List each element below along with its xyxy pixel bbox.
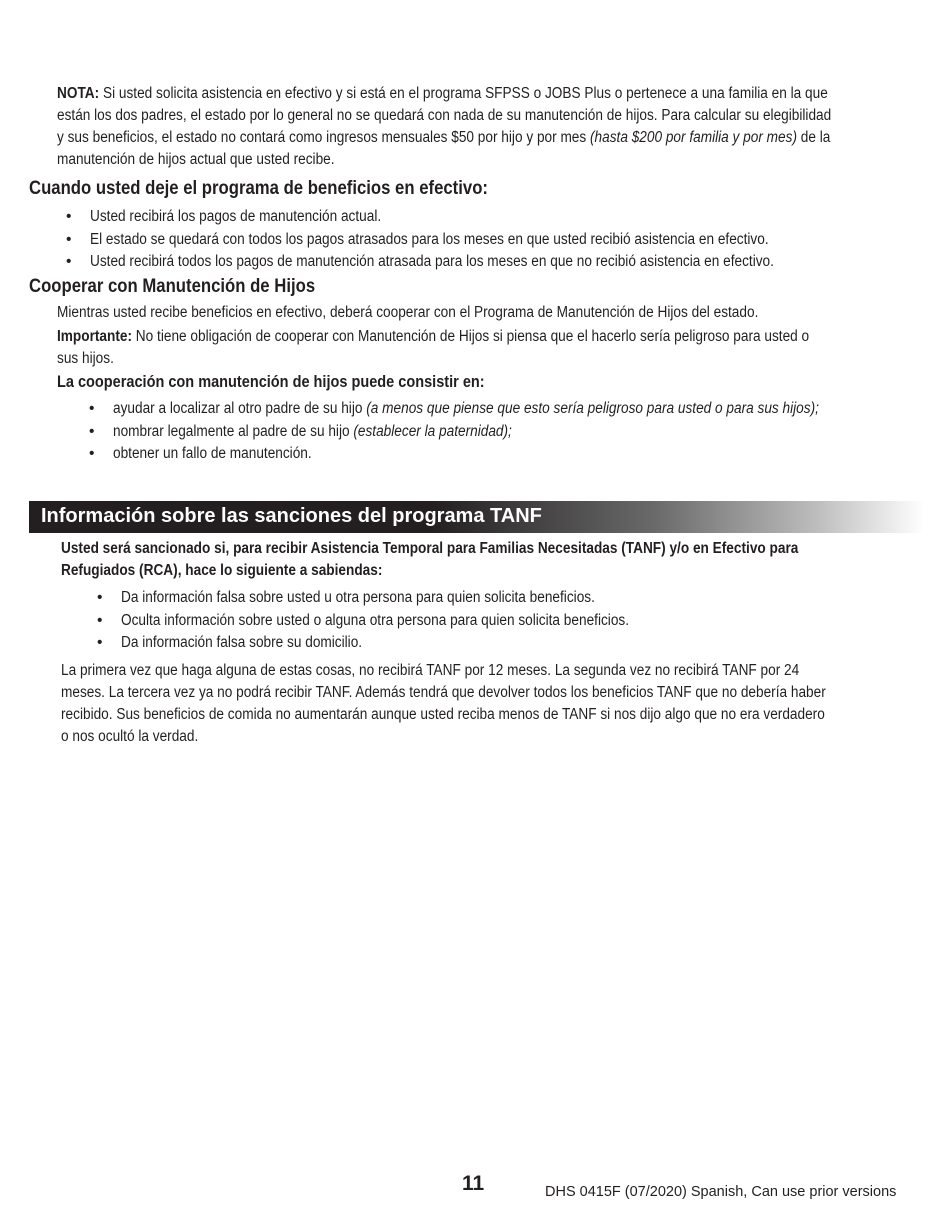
sanctions-list <box>97 587 698 655</box>
important-paragraph <box>57 326 912 370</box>
nota-line-4: manutención de hijos actual que usted recibe. <box>57 151 335 168</box>
cooperation-list <box>89 398 915 466</box>
list-item: • Usted recibirá todos los pagos de manutención atrasada para los meses en que no recibió asistencia en efectivo. <box>66 253 774 270</box>
important-line-1: Importante: No tiene obligación de cooperar con Manutención de Hijos si piensa que el hacerlo sería peligroso para usted o <box>57 328 810 345</box>
list-item: • Da información falsa sobre usted u otra persona para quien solicita beneficios. <box>97 589 595 606</box>
nota-line-2: están los dos padres, el estado por lo general no se quedará con nada de su manutención de hijos. Para calcular su elegibilidad <box>57 107 832 124</box>
list-item: • Oculta información sobre usted o alguna otra persona para quien solicita beneficios. <box>97 611 630 629</box>
list-item: • obtener un fallo de manutención. <box>89 445 312 462</box>
list-item: • ayudar a localizar al otro padre de su hijo (a menos que piense que esto sería peligroso para usted o para sus hijos); <box>89 400 819 417</box>
nota-line-1: NOTA: Si usted solicita asistencia en efectivo y si está en el programa SFPSS o JOBS Plus o pertenece a una familia en la que <box>57 85 828 102</box>
form-identifier: DHS 0415F (07/2020) Spanish, Can use prior versions <box>545 1184 897 1200</box>
sanctions-banner-title: Información sobre las sanciones del programa TANF <box>41 505 542 527</box>
list-item: • Usted recibirá los pagos de manutención actual. <box>66 208 382 225</box>
nota-paragraph <box>57 83 937 171</box>
important-label: Importante: <box>57 328 133 345</box>
page-number: 11 <box>462 1172 485 1195</box>
cooperate-heading: Cooperar con Manutención de Hijos <box>29 276 316 297</box>
important-line-2: sus hijos. <box>57 350 114 367</box>
list-item: • El estado se quedará con todos los pagos atrasados para los meses en que usted recibió asistencia en efectivo. <box>66 230 769 248</box>
nota-line-3: y sus beneficios, el estado no contará como ingresos mensuales $50 por hijo y por mes (hasta $200 por familia y por mes) de la <box>57 129 831 146</box>
sanctions-banner <box>29 501 924 533</box>
sanctions-closing: La primera vez que haga alguna de estas cosas, no recibirá TANF por 12 meses. La segunda vez no recibirá TANF por 24 meses. La tercera vez ya no podrá recibir TANF. Además tendrá que devolver todos los beneficios TANF que no debería haber recibido. Sus beneficios de comida no aumentarán aunque usted reciba menos de TANF si nos dijo algo que no era verdadero o nos ocultó la verdad. <box>61 662 826 745</box>
list-item: • Da información falsa sobre su domicilio. <box>97 634 363 651</box>
list-item: • nombrar legalmente al padre de su hijo (establecer la paternidad); <box>89 422 512 440</box>
leaving-heading: Cuando usted deje el programa de beneficios en efectivo: <box>29 178 488 199</box>
sanctions-lead: Usted será sancionado si, para recibir Asistencia Temporal para Familias Necesitadas (TANF) y/o en Efectivo para Refugiados (RCA), hace lo siguiente a sabiendas: <box>61 540 799 579</box>
cooperation-subheading: La cooperación con manutención de hijos puede consistir en: <box>57 373 485 391</box>
nota-label: NOTA: <box>57 85 100 102</box>
cooperate-intro: Mientras usted recibe beneficios en efectivo, deberá cooperar con el Programa de Manutención de Hijos del estado. <box>57 304 759 321</box>
leaving-list <box>66 206 867 274</box>
